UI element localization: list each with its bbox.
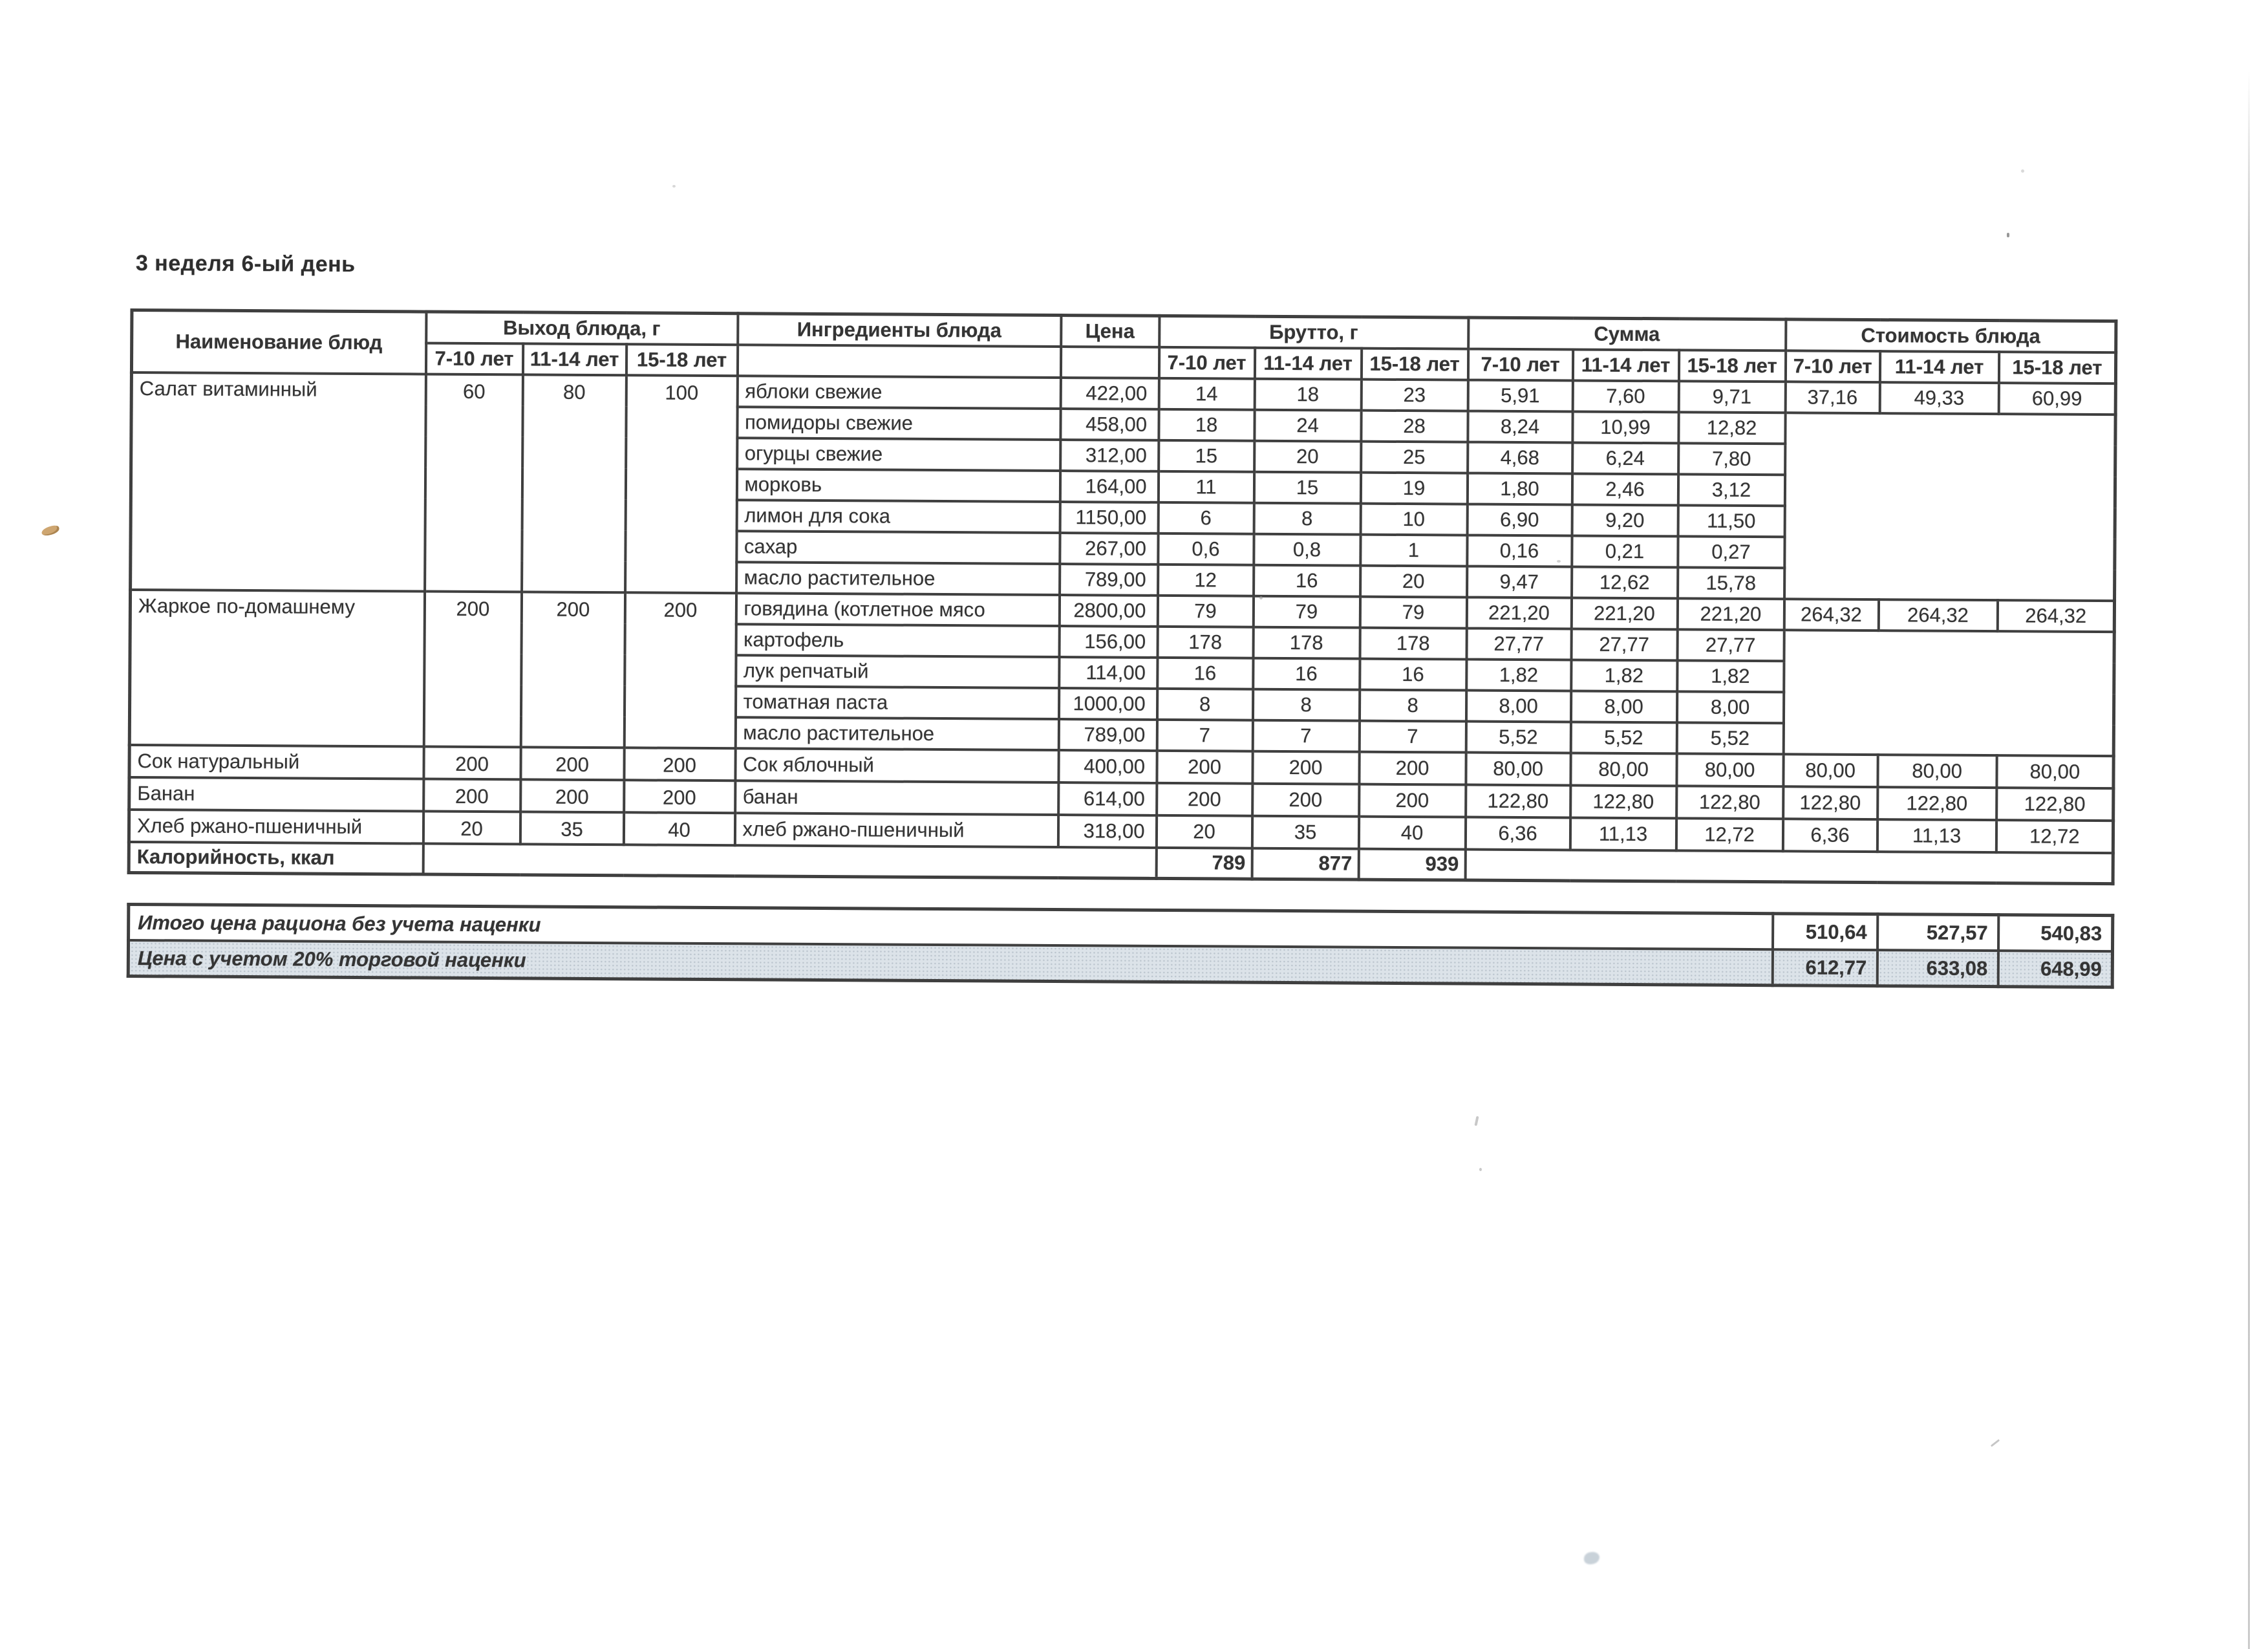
- calories-value: 939: [1358, 848, 1465, 880]
- gross-cell: 19: [1360, 472, 1467, 504]
- dish-output-cell: 200: [423, 591, 521, 747]
- dish-output-cell: 80: [522, 374, 626, 592]
- header-age: 7-10 лет: [1159, 347, 1254, 378]
- sum-cell: 5,52: [1570, 722, 1676, 753]
- price-cell: 267,00: [1060, 533, 1158, 565]
- sum-cell: 0,16: [1467, 535, 1572, 566]
- gross-cell: 14: [1159, 378, 1254, 409]
- sum-cell: 1,82: [1571, 660, 1677, 691]
- dish-cost-cell: 6,36: [1782, 819, 1877, 852]
- header-age: 15-18 лет: [1361, 348, 1468, 380]
- gross-cell: 8: [1359, 689, 1466, 721]
- gross-cell: 7: [1252, 720, 1359, 751]
- dish-output-cell: 20: [423, 811, 520, 844]
- gross-cell: 0,8: [1254, 534, 1360, 565]
- price-cell: 458,00: [1060, 409, 1159, 440]
- dish-cost-cell: 264,32: [1784, 599, 1878, 630]
- summary-value: 648,99: [1998, 951, 2112, 987]
- sum-cell: 122,80: [1676, 786, 1783, 819]
- calories-value: 789: [1156, 847, 1252, 879]
- scan-speck: [2007, 233, 2009, 237]
- dish-cost-cell: 37,16: [1785, 382, 1879, 413]
- gross-cell: 11: [1158, 471, 1254, 502]
- gross-cell: 7: [1359, 720, 1466, 752]
- gross-cell: 20: [1360, 565, 1467, 597]
- header-output-age: 15-18 лет: [626, 344, 737, 376]
- sum-cell: 80,00: [1676, 753, 1783, 786]
- ingredient-cell: томатная паста: [736, 686, 1059, 719]
- gross-cell: 6: [1158, 502, 1254, 534]
- dish-name-cell: Жаркое по-домашнему: [129, 590, 424, 747]
- dish-cost-cell: 122,80: [1783, 786, 1878, 819]
- sum-cell: 27,77: [1677, 629, 1784, 661]
- scan-speck: [672, 185, 676, 188]
- calories-value: 877: [1252, 848, 1358, 879]
- gross-cell: 200: [1252, 783, 1359, 816]
- dish-output-cell: 100: [625, 375, 738, 593]
- sum-cell: 221,20: [1677, 598, 1784, 630]
- gross-cell: 20: [1156, 815, 1252, 848]
- scan-speck: [1479, 1168, 1482, 1171]
- price-cell: 156,00: [1059, 626, 1157, 658]
- dish-cost-cell: 60,99: [1998, 383, 2115, 415]
- ingredient-cell: морковь: [736, 469, 1060, 502]
- sum-cell: 5,52: [1676, 722, 1783, 754]
- header-output-age: 11-14 лет: [522, 343, 626, 375]
- gross-cell: 15: [1159, 440, 1254, 471]
- ingredient-cell: картофель: [736, 624, 1059, 657]
- dish-cost-cell: 122,80: [1996, 788, 2113, 821]
- gross-cell: 15: [1254, 471, 1360, 503]
- sum-cell: 7,80: [1678, 443, 1785, 475]
- page-title: 3 неделя 6-ый день: [135, 251, 356, 277]
- gross-cell: 200: [1359, 751, 1466, 784]
- document-sheet: [127, 251, 2148, 989]
- summary-value: 612,77: [1772, 949, 1877, 986]
- scan-fleck: [41, 524, 60, 537]
- sum-cell: 6,90: [1467, 504, 1572, 535]
- sum-cell: 6,36: [1465, 817, 1570, 850]
- dish-cost-cell: 122,80: [1878, 787, 1996, 820]
- gross-cell: 7: [1157, 719, 1252, 751]
- gross-cell: 18: [1254, 378, 1361, 410]
- gross-cell: 79: [1157, 595, 1253, 627]
- dish-output-cell: 200: [624, 780, 735, 813]
- sum-cell: 8,00: [1571, 691, 1677, 722]
- header-age: 11-14 лет: [1572, 349, 1678, 381]
- dish-output-cell: 40: [623, 812, 734, 845]
- calories-gap-left: [423, 843, 1156, 878]
- dish-output-cell: 200: [520, 779, 624, 812]
- ingredient-cell: лимон для сока: [736, 500, 1060, 533]
- price-cell: 164,00: [1060, 471, 1158, 502]
- gross-cell: 178: [1253, 627, 1360, 658]
- price-cell: 318,00: [1058, 815, 1156, 848]
- ingredient-cell: лук репчатый: [736, 655, 1059, 688]
- gross-cell: 16: [1254, 565, 1360, 596]
- scan-edge-line: [2248, 71, 2250, 1649]
- sum-cell: 11,50: [1678, 505, 1784, 537]
- gross-cell: 25: [1361, 441, 1468, 473]
- header-age: 11-14 лет: [1879, 351, 1998, 383]
- dish-cost-cell: 80,00: [1783, 754, 1878, 787]
- sum-cell: 80,00: [1570, 753, 1676, 786]
- gross-cell: 1: [1360, 534, 1467, 566]
- sum-cell: 8,00: [1677, 691, 1784, 723]
- sum-cell: 3,12: [1678, 474, 1784, 506]
- summary-value: 527,57: [1878, 914, 1998, 951]
- header-output-age: 7-10 лет: [425, 343, 522, 374]
- sum-cell: 27,77: [1571, 629, 1677, 660]
- sum-cell: 4,68: [1468, 442, 1572, 473]
- gross-cell: 40: [1358, 816, 1465, 849]
- gross-cell: 8: [1254, 502, 1360, 534]
- gross-cell: 0,6: [1158, 533, 1254, 565]
- ingredient-cell: Сок яблочный: [735, 748, 1058, 782]
- summary-label: Цена с учетом 20% торговой наценки: [128, 940, 1772, 986]
- sum-cell: 8,24: [1468, 411, 1572, 442]
- scan-smudge: [1584, 1552, 1599, 1564]
- header-age: 7-10 лет: [1468, 349, 1572, 380]
- gross-cell: 28: [1361, 410, 1468, 442]
- price-cell: 422,00: [1060, 378, 1159, 409]
- gross-cell: 10: [1360, 503, 1467, 535]
- sum-cell: 221,20: [1466, 597, 1571, 629]
- calories-gap-right: [1465, 849, 2113, 884]
- summary-value: 540,83: [1998, 915, 2113, 951]
- price-cell: 1000,00: [1058, 688, 1157, 720]
- header-ingredients: Ингредиенты блюда: [738, 314, 1061, 347]
- ingredient-cell: яблоки свежие: [737, 376, 1060, 409]
- sum-cell: 80,00: [1466, 752, 1570, 785]
- dish-output-cell: 35: [520, 812, 623, 845]
- calories-label: Калорийность, ккал: [129, 841, 423, 874]
- dish-output-cell: 200: [624, 748, 735, 781]
- header-price-spacer: [1060, 347, 1159, 378]
- header-price: Цена: [1061, 316, 1159, 347]
- sum-cell: 221,20: [1571, 598, 1677, 629]
- ingredient-cell: банан: [735, 781, 1058, 815]
- gross-cell: 18: [1159, 409, 1254, 440]
- dish-output-cell: 200: [624, 592, 736, 748]
- dish-cost-cell: 12,72: [1996, 820, 2113, 853]
- dish-output-cell: 200: [423, 746, 520, 779]
- gross-cell: 200: [1252, 751, 1359, 784]
- dish-output-cell: 60: [425, 374, 523, 592]
- sum-cell: 5,52: [1466, 721, 1570, 753]
- ingredient-cell: масло растительное: [736, 562, 1060, 595]
- sum-cell: 122,80: [1570, 785, 1676, 818]
- ingredient-cell: масло растительное: [735, 717, 1058, 750]
- header-cost: Стоимость блюда: [1786, 319, 2116, 352]
- gross-cell: 23: [1361, 379, 1468, 411]
- gross-cell: 16: [1360, 658, 1466, 690]
- sum-cell: 11,13: [1570, 817, 1676, 850]
- gross-cell: 16: [1157, 657, 1253, 689]
- ingredient-cell: сахар: [736, 531, 1060, 564]
- summary-value: 510,64: [1773, 914, 1878, 950]
- menu-table: [127, 308, 2118, 885]
- sum-cell: 12,62: [1572, 566, 1678, 598]
- gross-cell: 8: [1157, 688, 1252, 720]
- sum-cell: 12,72: [1676, 818, 1782, 851]
- scan-speck: [1474, 1116, 1479, 1126]
- header-age: 15-18 лет: [1678, 350, 1785, 382]
- sum-cell: 9,47: [1467, 566, 1572, 598]
- ingredient-cell: огурцы свежие: [737, 438, 1060, 471]
- dish-cost-cell: 11,13: [1877, 819, 1996, 852]
- header-sum: Сумма: [1468, 318, 1786, 350]
- gross-cell: 178: [1360, 627, 1466, 659]
- header-age: 15-18 лет: [1998, 352, 2115, 383]
- gross-cell: 200: [1359, 784, 1466, 817]
- scan-speck: [2021, 169, 2024, 173]
- dish-cost-merged-cell: [1783, 630, 2114, 756]
- gross-cell: 200: [1157, 782, 1252, 815]
- header-ingredients-spacer: [737, 345, 1060, 378]
- gross-cell: 24: [1254, 409, 1361, 441]
- header-gross: Брутто, г: [1159, 316, 1468, 349]
- price-cell: 312,00: [1060, 440, 1159, 471]
- price-cell: 1150,00: [1060, 502, 1158, 534]
- gross-cell: 16: [1253, 658, 1360, 689]
- dish-output-cell: 200: [520, 747, 624, 780]
- sum-cell: 1,82: [1677, 660, 1784, 692]
- sum-cell: 2,46: [1572, 473, 1678, 505]
- gross-cell: 200: [1157, 750, 1252, 783]
- sum-cell: 1,82: [1466, 659, 1571, 691]
- price-cell: 614,00: [1058, 782, 1157, 815]
- price-cell: 789,00: [1058, 719, 1157, 751]
- gross-cell: 8: [1252, 689, 1359, 720]
- dish-cost-merged-cell: [1784, 413, 2116, 601]
- gross-cell: 20: [1254, 440, 1361, 472]
- price-cell: 400,00: [1058, 750, 1157, 783]
- sum-cell: 5,91: [1468, 380, 1572, 411]
- sum-cell: 1,80: [1467, 473, 1572, 504]
- header-output: Выход блюда, г: [426, 312, 738, 345]
- header-dish: Наименование блюд: [131, 310, 426, 374]
- gross-cell: 12: [1158, 564, 1254, 596]
- sum-cell: 0,27: [1678, 536, 1784, 568]
- gross-cell: 178: [1157, 626, 1253, 658]
- dish-name-cell: Сок натуральный: [129, 745, 423, 779]
- header-age: 11-14 лет: [1254, 347, 1361, 379]
- sum-cell: 9,71: [1678, 381, 1785, 413]
- dish-name-cell: Банан: [129, 777, 423, 812]
- header-age: 7-10 лет: [1785, 350, 1879, 382]
- ingredient-cell: говядина (котлетное мясо: [736, 593, 1059, 626]
- sum-cell: 15,78: [1678, 567, 1784, 599]
- dish-cost-cell: 264,32: [1997, 600, 2114, 632]
- dish-name-cell: Хлеб ржано-пшеничный: [129, 810, 423, 844]
- dish-name-cell: Салат витаминный: [131, 372, 426, 592]
- dish-output-cell: 200: [520, 592, 625, 748]
- scan-speck: [1991, 1439, 2000, 1447]
- sum-cell: 8,00: [1466, 690, 1571, 722]
- dish-cost-cell: 80,00: [1878, 755, 1996, 788]
- dish-cost-cell: 264,32: [1878, 599, 1997, 631]
- price-cell: 789,00: [1060, 564, 1158, 596]
- ingredient-cell: хлеб ржано-пшеничный: [734, 813, 1058, 847]
- sum-cell: 122,80: [1466, 784, 1570, 817]
- gross-cell: 35: [1252, 815, 1358, 848]
- dish-cost-cell: 80,00: [1996, 755, 2113, 788]
- sum-cell: 9,20: [1572, 504, 1678, 536]
- price-cell: 2800,00: [1059, 595, 1157, 627]
- gross-cell: 79: [1253, 596, 1360, 627]
- sum-cell: 7,60: [1572, 380, 1678, 412]
- summary-label: Итого цена рациона без учета наценки: [129, 904, 1773, 949]
- ingredient-cell: помидоры свежие: [737, 407, 1060, 440]
- price-cell: 114,00: [1059, 657, 1157, 689]
- summary-value: 633,08: [1877, 950, 1998, 987]
- sum-cell: 27,77: [1466, 628, 1571, 660]
- gross-cell: 79: [1360, 596, 1466, 628]
- sum-cell: 6,24: [1572, 442, 1678, 474]
- sum-cell: 0,21: [1572, 535, 1678, 567]
- dish-output-cell: 200: [423, 779, 520, 812]
- sum-cell: 10,99: [1572, 411, 1678, 443]
- dish-cost-cell: 49,33: [1879, 382, 1998, 414]
- summary-table: [127, 903, 2115, 989]
- sum-cell: 12,82: [1678, 412, 1785, 444]
